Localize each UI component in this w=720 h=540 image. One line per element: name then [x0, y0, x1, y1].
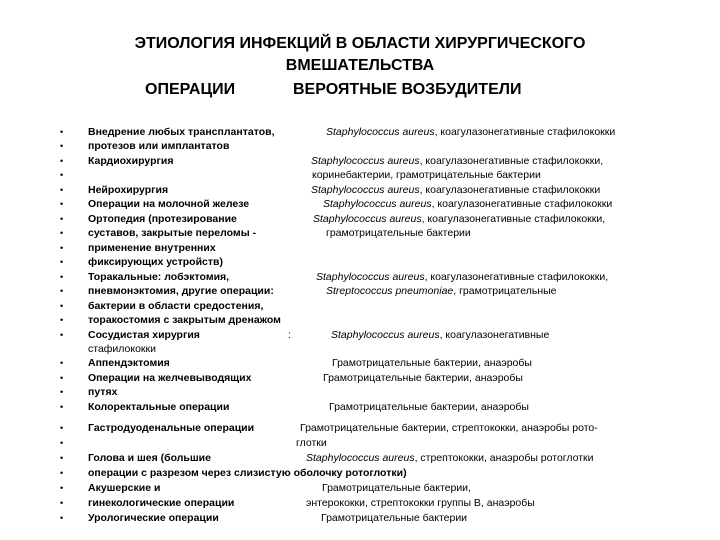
operation-text: Внедрение любых трансплантатов, — [88, 126, 275, 138]
organism-name: Staphylococcus aureus — [311, 155, 420, 167]
pathogen-text — [323, 372, 523, 385]
slide-title-line-2: ВМЕШАТЕЛЬСТВА — [285, 57, 435, 74]
pathogen-description: коринебактерии, грамотрицательные бактерии — [312, 169, 541, 181]
operation-text: бактерии в области средостения, — [88, 300, 264, 312]
bullet: • — [60, 423, 64, 433]
operation-text: Операции на желчевыводящих — [88, 372, 252, 384]
pathogen-text — [332, 357, 532, 370]
operation-text: Ортопедия (протезирование — [88, 213, 237, 225]
colon-separator: : — [288, 329, 291, 341]
pathogen-text — [326, 285, 557, 298]
organism-name: Staphylococcus aureus — [323, 198, 432, 210]
pathogen-text — [316, 271, 608, 284]
pathogen-description: , грамотрицательные — [453, 285, 557, 297]
organism-name: Staphylococcus aureus — [306, 452, 415, 464]
organism-name: Staphylococcus aureus — [331, 329, 440, 341]
bullet: • — [60, 438, 64, 448]
pathogen-text — [331, 329, 549, 342]
operation-text: пневмонэктомия, другие операции: — [88, 285, 274, 297]
bullet: • — [60, 199, 64, 209]
operation-text: применение внутренних — [88, 242, 216, 254]
operation-text: Торакальные: лобэктомия, — [88, 271, 230, 283]
bullet: • — [60, 301, 64, 311]
bullet: • — [60, 170, 64, 180]
bullet: • — [60, 257, 64, 267]
pathogen-description: Грамотрицательные бактерии, анаэробы — [323, 372, 523, 384]
bullet: • — [60, 156, 64, 166]
pathogen-description: Грамотрицательные бактерии, стрептококки, анаэробы рото- — [300, 422, 598, 434]
operation-text: гинекологические операции — [88, 497, 235, 509]
bullet: • — [60, 228, 64, 238]
bullet: • — [60, 483, 64, 493]
bullet: • — [60, 272, 64, 282]
pathogen-text — [323, 198, 612, 211]
operation-text: Голова и шея (большие — [88, 452, 211, 464]
pathogen-description: , коагулазонегативные стафилококки, — [419, 155, 604, 167]
bullet: • — [60, 286, 64, 296]
operation-text: Колоректальные операции — [88, 401, 230, 413]
bullet: • — [60, 315, 64, 325]
bullet: • — [60, 214, 64, 224]
pathogen-description: , коагулазонегативные стафилококки — [431, 198, 613, 210]
organism-name: Staphylococcus aureus — [326, 126, 435, 138]
operation-text: стафилококки — [88, 343, 156, 355]
operation-text: суставов, закрытые переломы - — [88, 227, 257, 239]
pathogen-description: Грамотрицательные бактерии — [321, 512, 468, 524]
pathogen-text — [322, 482, 471, 495]
bullet: • — [60, 358, 64, 368]
pathogen-description: , коагулазонегативные стафилококки — [419, 184, 601, 196]
pathogen-text — [311, 155, 603, 168]
pathogen-description: , коагулазонегативные стафилококки — [434, 126, 616, 138]
operation-text: Кардиохирургия — [88, 155, 174, 167]
pathogen-description: Грамотрицательные бактерии, анаэробы — [332, 357, 532, 369]
bullet: • — [60, 127, 64, 137]
bullet: • — [60, 330, 64, 340]
pathogen-text — [326, 227, 471, 240]
pathogen-text — [313, 213, 605, 226]
organism-name: Staphylococcus aureus — [316, 271, 425, 283]
operation-text: Сосудистая хирургия — [88, 329, 200, 341]
pathogen-text — [321, 512, 467, 525]
column-header-operations: ОПЕРАЦИИ — [145, 81, 236, 98]
operation-text: Акушерские и — [88, 482, 161, 494]
bullet: • — [60, 498, 64, 508]
bullet: • — [60, 513, 64, 523]
bullet: • — [60, 402, 64, 412]
pathogen-description: Грамотрицательные бактерии, — [322, 482, 471, 494]
pathogen-description: Грамотрицательные бактерии, анаэробы — [329, 401, 529, 413]
pathogen-description: грамотрицательные бактерии — [326, 227, 471, 239]
bullet: • — [60, 387, 64, 397]
pathogen-description: , стрептококки, анаэробы ротоглотки — [414, 452, 594, 464]
operation-text: фиксирующих устройств) — [88, 256, 223, 268]
slide-title-line-1: ЭТИОЛОГИЯ ИНФЕКЦИЙ В ОБЛАСТИ ХИРУРГИЧЕСКОГО — [134, 35, 586, 52]
pathogen-text — [326, 126, 615, 139]
bullet: • — [60, 185, 64, 195]
operation-text: Урологические операции — [88, 512, 219, 524]
pathogen-text — [312, 169, 541, 182]
bullet: • — [60, 141, 64, 151]
operation-text: торакостомия с закрытым дренажом — [88, 314, 281, 326]
pathogen-description: , коагулазонегативные — [439, 329, 550, 341]
organism-name: Staphylococcus aureus — [311, 184, 420, 196]
operation-text: Операции на молочной железе — [88, 198, 250, 210]
operation-text: Нейрохирургия — [88, 184, 169, 196]
organism-name: Streptococcus pneumoniae — [326, 285, 454, 297]
operation-text: протезов или имплантатов — [88, 140, 230, 152]
operation-text: Гастродуоденальные операции — [88, 422, 255, 434]
pathogen-text — [329, 401, 529, 414]
pathogen-description: глотки — [296, 437, 327, 449]
column-header-pathogens: ВЕРОЯТНЫЕ ВОЗБУДИТЕЛИ — [293, 81, 522, 98]
pathogen-text — [300, 422, 598, 435]
bullet: • — [60, 453, 64, 463]
bullet: • — [60, 373, 64, 383]
pathogen-text — [311, 184, 600, 197]
operation-text: операции с разрезом через слизистую оболочку ротоглотки) — [88, 467, 407, 479]
pathogen-description: энтерококки, стрептококки группы В, анаэробы — [306, 497, 535, 509]
pathogen-description: , коагулазонегативные стафилококки, — [424, 271, 609, 283]
bullet: • — [60, 468, 64, 478]
pathogen-description: , коагулазонегативные стафилококки, — [421, 213, 606, 225]
pathogen-text — [296, 437, 327, 450]
pathogen-text — [306, 497, 535, 510]
operation-text: Аппендэктомия — [88, 357, 170, 369]
operation-text: путях — [88, 386, 118, 398]
bullet: • — [60, 243, 64, 253]
organism-name: Staphylococcus aureus — [313, 213, 422, 225]
pathogen-text — [306, 452, 594, 465]
